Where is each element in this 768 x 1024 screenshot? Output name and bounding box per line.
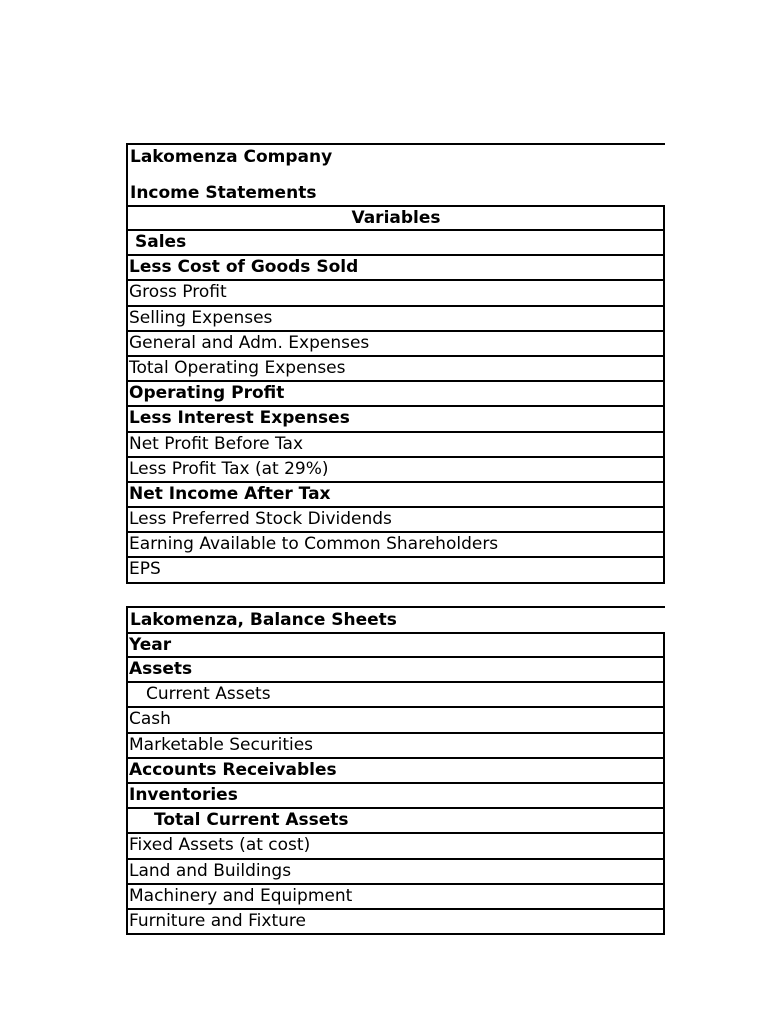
row-less-cogs: Less Cost of Goods Sold [126,256,665,281]
row-eps: EPS [126,558,665,583]
row-selling-expenses: Selling Expenses [126,307,665,332]
row-year: Year [126,632,665,658]
row-accounts-receivables: Accounts Receivables [126,759,665,784]
row-current-assets: Current Assets [126,683,665,708]
row-marketable-securities: Marketable Securities [126,734,665,759]
row-land-buildings: Land and Buildings [126,860,665,885]
row-less-preferred-dividends: Less Preferred Stock Dividends [126,508,665,533]
row-net-income-after-tax: Net Income After Tax [126,483,665,508]
row-general-adm-expenses: General and Adm. Expenses [126,332,665,357]
row-net-profit-before-tax: Net Profit Before Tax [126,433,665,458]
row-less-profit-tax: Less Profit Tax (at 29%) [126,458,665,483]
balance-sheet-table [126,606,665,935]
row-earning-available-common: Earning Available to Common Shareholders [126,533,665,558]
row-operating-profit: Operating Profit [126,382,665,407]
row-total-operating-expenses: Total Operating Expenses [126,357,665,382]
variables-header: Variables [126,205,665,231]
row-furniture-fixture: Furniture and Fixture [126,910,665,935]
row-sales: Sales [126,231,665,256]
row-cash: Cash [126,708,665,733]
row-machinery-equipment: Machinery and Equipment [126,885,665,910]
row-inventories: Inventories [126,784,665,809]
row-fixed-assets: Fixed Assets (at cost) [126,834,665,859]
row-less-interest-expenses: Less Interest Expenses [126,407,665,432]
balance-sheet-title: Lakomenza, Balance Sheets [130,610,397,630]
row-total-current-assets: Total Current Assets [126,809,665,834]
income-statement-table [126,143,665,584]
income-title-block [126,145,665,205]
income-statement-title: Income Statements [130,183,317,203]
row-gross-profit: Gross Profit [126,281,665,306]
balance-title-block [126,608,665,632]
row-assets: Assets [126,658,665,683]
company-name: Lakomenza Company [130,147,333,167]
